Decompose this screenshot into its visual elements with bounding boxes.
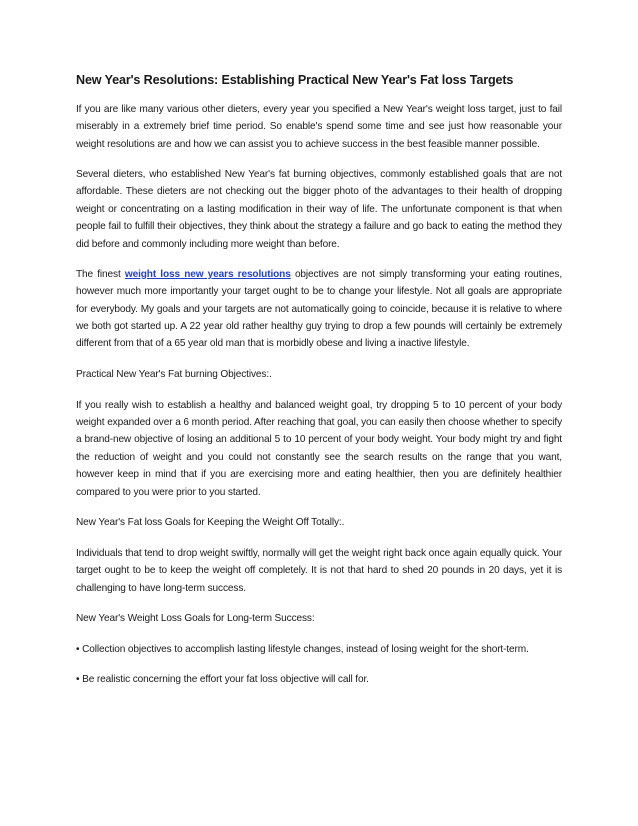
paragraph-text-after-link: objectives are not simply transforming your eating routines, however much more importantly your target ought to be to change your lifestyle. Not all goals are appropriate for everybody. My goals and your targets are not automatically going to coincide, because it is relative to where we both got started up. A 22 year old rather healthy guy trying to drop a few pounds will certainly be extremely different from that of a 65 year old man that is morbidly obese and living a inactive lifestyle. <box>76 268 563 350</box>
document-page <box>76 72 562 701</box>
section-heading-weight-off: New Year's Fat loss Goals for Keeping the Weight Off Totally:. <box>76 516 345 528</box>
document-title: New Year's Resolutions: Establishing Practical New Year's Fat loss Targets <box>76 73 514 87</box>
section-heading-long-term-success: New Year's Weight Loss Goals for Long-term Success: <box>76 612 315 624</box>
paragraph-healthy-goal: If you really wish to establish a healthy and balanced weight goal, try dropping 5 to 10 percent of your body weight expanded over a 6 month period. After reaching that goal, you can easily then choose whether to specify a brand-new objective of losing an additional 5 to 10 percent of your body weight. Your body might try and fight the reduction of weight and you could not constantly see the search results on the range that you want, however keep in mind that if you are exercising more and eating healthier, then you are definitely healthier compared to you were prior to you started. <box>76 399 562 498</box>
bullet-item-realistic: • Be realistic concerning the effort your fat loss objective will call for. <box>76 674 369 686</box>
paragraph-long-term: Individuals that tend to drop weight swiftly, normally will get the weight right back once again equally quick. Your target ought to be to keep the weight off completely. It is not that hard to shed 20 pounds in 20 days, yet it is challenging to have long-term success. <box>76 547 562 594</box>
section-heading-practical: Practical New Year's Fat burning Objectives:. <box>76 368 272 380</box>
paragraph-text-before-link: The finest <box>76 268 121 280</box>
paragraph-intro: If you are like many various other dieters, every year you specified a New Year's weight loss target, just to fail miserably in a extremely brief time period. So enable's spend some time and see just how reasonable your weight resolutions are and how we can assist you to achieve success in the best feasible manner possible. <box>76 104 562 150</box>
paragraph-unrealistic-goals: Several dieters, who established New Year's fat burning objectives, commonly established goals that are not affordable. These dieters are not checking out the bigger photo of the advantages to their health of dropping weight or concentrating on a lasting modification in their way of life. The unfortunate component is that when people fail to fulfill their objectives, they think about the strategy a failure and go back to eating the method they did before and commonly including more weight than before. <box>76 169 562 250</box>
paragraph-best-resolutions <box>76 266 562 353</box>
bullet-item-lifestyle: • Collection objectives to accomplish lasting lifestyle changes, instead of losing weight for the short-term. <box>76 643 529 655</box>
resolutions-link[interactable]: weight loss new years resolutions <box>124 268 291 280</box>
